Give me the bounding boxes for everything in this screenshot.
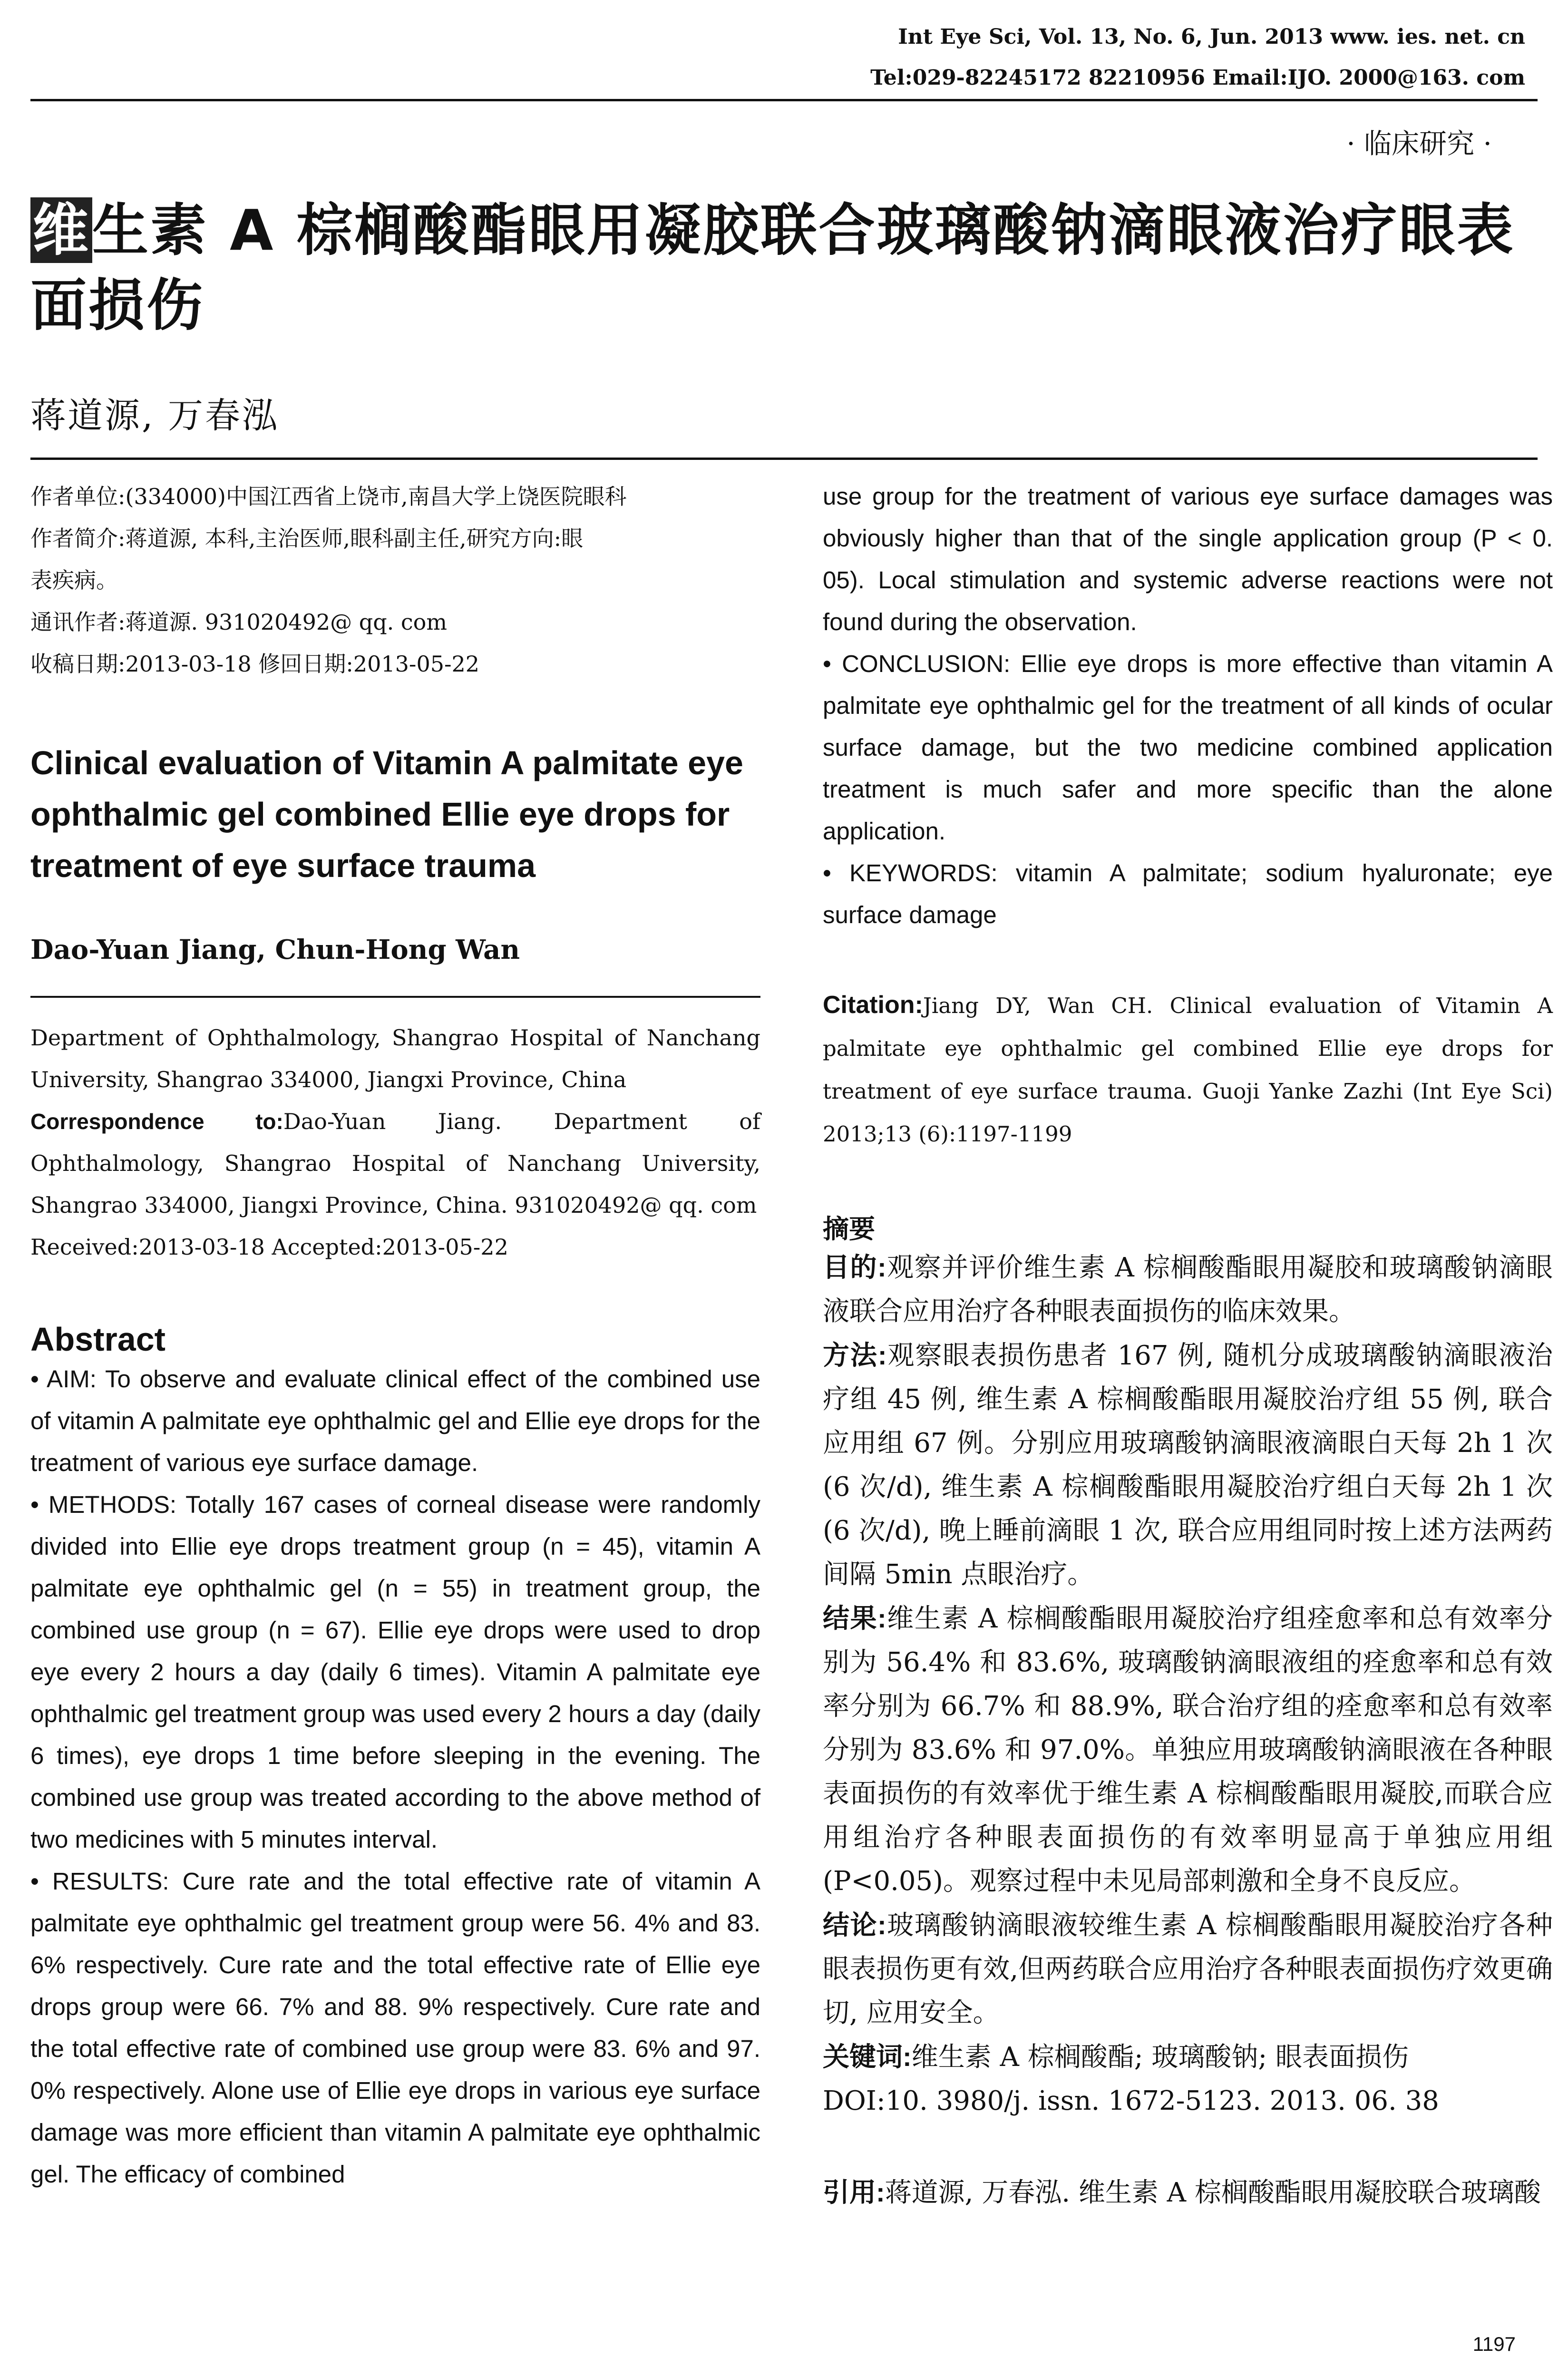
section-tag: · 临床研究 · [1346, 127, 1492, 160]
right-column [823, 476, 1553, 2215]
authors-cn: 蒋道源, 万春泓 [30, 395, 280, 436]
cite-cn-text: 蒋道源, 万春泓. 维生素 A 棕榈酸酯眼用凝胶联合玻璃酸 [885, 2177, 1541, 2208]
abstract-cn-results-text: 维生素 A 棕榈酸酯眼用凝胶治疗组痊愈率和总有效率分别为 56.4% 和 83.6%, 玻璃酸钠滴眼液组的痊愈率和总有效率分别为 66.7% 和 88.9%, 联合治疗组的痊愈率和总有效率分别为 83.6% 和 97.0%。单独应用玻璃酸钠滴眼液在各种眼表面损伤的有效率优于维生素 A 棕榈酸酯眼用凝胶,而联合应用组治疗各种眼表面损伤的有效率明显高于单独应用组(P<0.05)。观察过程中未见局部刺激和全身不良反应。 [823, 1603, 1553, 1897]
abstract-cn-conclusion-label: 结论: [823, 1910, 886, 1940]
abstract-results: • RESULTS: Cure rate and the total effective rate of vitamin A palmitate eye ophthalmic gel treatment group were 56. 4% and 83. 6% respectively. Cure rate and the total effective rate of Ellie eye drops group were 66. 7% and 88. 9% respectively. Cure rate and the total effective rate of combined use group were 83. 6% and 97. 0% respectively. Alone use of Ellie eye drops in various eye surface damage was more efficient than vitamin A palmitate eye ophthalmic gel. The efficacy of combined [30, 1868, 760, 2188]
abstract-cn-methods-label: 方法: [823, 1340, 887, 1370]
department-block [30, 1017, 760, 1268]
affiliation-line: 表疾病。 [30, 567, 118, 593]
affiliation-line: 通讯作者:蒋道源. 931020492@ qq. com [30, 609, 447, 635]
affiliation-cn [30, 476, 760, 685]
abstract-cn-results [823, 1597, 1553, 1903]
citation-text: Jiang DY, Wan CH. Clinical evaluation of Vitamin A palmitate eye ophthalmic gel combined Ellie eye drops for treatment of eye surface trauma. Guoji Yanke Zazhi (Int Eye Sci) 2013;13 (6):1197-1199 [823, 993, 1553, 1147]
abstract-cn-aim-label: 目的: [823, 1252, 886, 1282]
abstract-cn-heading: 摘要 [823, 1214, 876, 1244]
abstract-conclusion: • CONCLUSION: Ellie eye drops is more effective than vitamin A palmitate eye ophthalmic gel for the treatment of all kinds of ocular surface damage, but the two medicine combined application treatment is much safer and more specific than the alone application. [823, 650, 1553, 845]
citation-label: Citation: [823, 991, 923, 1019]
department-line: Department of Ophthalmology, Shangrao Hospital of Nanchang University, Shangrao 334000, Jiangxi Province, China [30, 1025, 760, 1092]
title-first-char: 维 [30, 197, 92, 263]
abstract-cn-keywords [823, 2035, 1553, 2079]
title-rest: 生素 A 棕榈酸酯眼用凝胶联合玻璃酸钠滴眼液治疗眼表面损伤 [30, 197, 1515, 338]
received-line: Received:2013-03-18 Accepted:2013-05-22 [30, 1234, 508, 1260]
abstract-cn-conclusion [823, 1903, 1553, 2035]
cite-cn-label: 引用: [823, 2177, 885, 2207]
citation [823, 984, 1553, 1156]
affiliation-line: 作者简介:蒋道源, 本科,主治医师,眼科副主任,研究方向:眼 [30, 526, 584, 551]
article-title [30, 193, 1538, 343]
abstract-aim: • AIM: To observe and evaluate clinical effect of the combined use of vitamin A palmitate eye ophthalmic gel and Ellie eye drops for the treatment of various eye surface damage. [30, 1365, 760, 1476]
abstract-keywords: • KEYWORDS: vitamin A palmitate; sodium hyaluronate; eye surface damage [823, 859, 1553, 928]
affiliation-line: 作者单位:(334000)中国江西省上饶市,南昌大学上饶医院眼科 [30, 484, 627, 509]
english-title: Clinical evaluation of Vitamin A palmitate eye ophthalmic gel combined Ellie eye drops for treatment of eye surface trauma [30, 744, 743, 884]
cite-cn [823, 2171, 1553, 2215]
abstract-cn-keywords-label: 关键词: [823, 2042, 912, 2072]
doi: DOI:10. 3980/j. issn. 1672-5123. 2013. 06. 38 [823, 2085, 1439, 2116]
abstract-cn-methods-text: 观察眼表损伤患者 167 例, 随机分成玻璃酸钠滴眼液治疗组 45 例, 维生素 A 棕榈酸酯眼用凝胶治疗组 55 例, 联合应用组 67 例。分别应用玻璃酸钠滴眼液滴眼白天每 2h 1 次(6 次/d), 维生素 A 棕榈酸酯眼用凝胶治疗组白天每 2h 1 次(6 次/d), 晚上睡前滴眼 1 次, 联合应用组同时按上述方法两药间隔 5min 点眼治疗。 [823, 1340, 1553, 1590]
journal-contact: Tel:029-82245172 82210956 Email:IJO. 2000@163. com [870, 66, 1525, 90]
header-rule [30, 99, 1538, 101]
correspondence-label: Correspondence to: [30, 1109, 283, 1134]
left-column [30, 476, 760, 2195]
abstract-cn-methods [823, 1334, 1553, 1597]
abstract-cn-conclusion-text: 玻璃酸钠滴眼液较维生素 A 棕榈酸酯眼用凝胶治疗各种眼表损伤更有效,但两药联合应用治疗各种眼表面损伤疗效更确切, 应用安全。 [823, 1910, 1553, 2028]
correspondence-text: Dao-Yuan Jiang. Department of Ophthalmology, Shangrao Hospital of Nanchang University, Shangrao 334000, Jiangxi Province, China. 931020492@ qq. com [30, 1109, 761, 1218]
abstract-methods: • METHODS: Totally 167 cases of corneal disease were randomly divided into Ellie eye drops treatment group (n = 45), vitamin A palmitate eye ophthalmic gel (n = 55) in treatment group, the combined use group (n = 67). Ellie eye drops were used to drop eye every 2 hours a day (daily 6 times). Vitamin A palmitate eye ophthalmic gel treatment group was used every 2 hours a day (daily 6 times), eye drops 1 time before sleeping in the evening. The combined use group was treated according to the above method of two medicines with 5 minutes interval. [30, 1491, 760, 1853]
page-number: 1197 [1472, 2333, 1516, 2355]
abstract-cn-results-label: 结果: [823, 1603, 886, 1633]
affiliation-line: 收稿日期:2013-03-18 修回日期:2013-05-22 [30, 651, 480, 677]
correspondence [30, 1101, 760, 1226]
title-rule [30, 458, 1538, 460]
abstract-cn-aim-text: 观察并评价维生素 A 棕榈酸酯眼用凝胶和玻璃酸钠滴眼液联合应用治疗各种眼表面损伤的临床效果。 [823, 1252, 1553, 1327]
abstract-cn-keywords-text: 维生素 A 棕榈酸酯; 玻璃酸钠; 眼表面损伤 [911, 2042, 1409, 2073]
english-authors: Dao-Yuan Jiang, Chun-Hong Wan [30, 934, 520, 965]
abstract-results-cont: use group for the treatment of various eye surface damages was obviously higher than that of the single application group (P < 0. 05). Local stimulation and systemic adverse reactions were not found during the observation. [823, 483, 1553, 635]
abstract-heading: Abstract [30, 1321, 166, 1358]
journal-info: Int Eye Sci, Vol. 13, No. 6, Jun. 2013 www. ies. net. cn [898, 25, 1525, 49]
abstract-cn-aim [823, 1246, 1553, 1334]
